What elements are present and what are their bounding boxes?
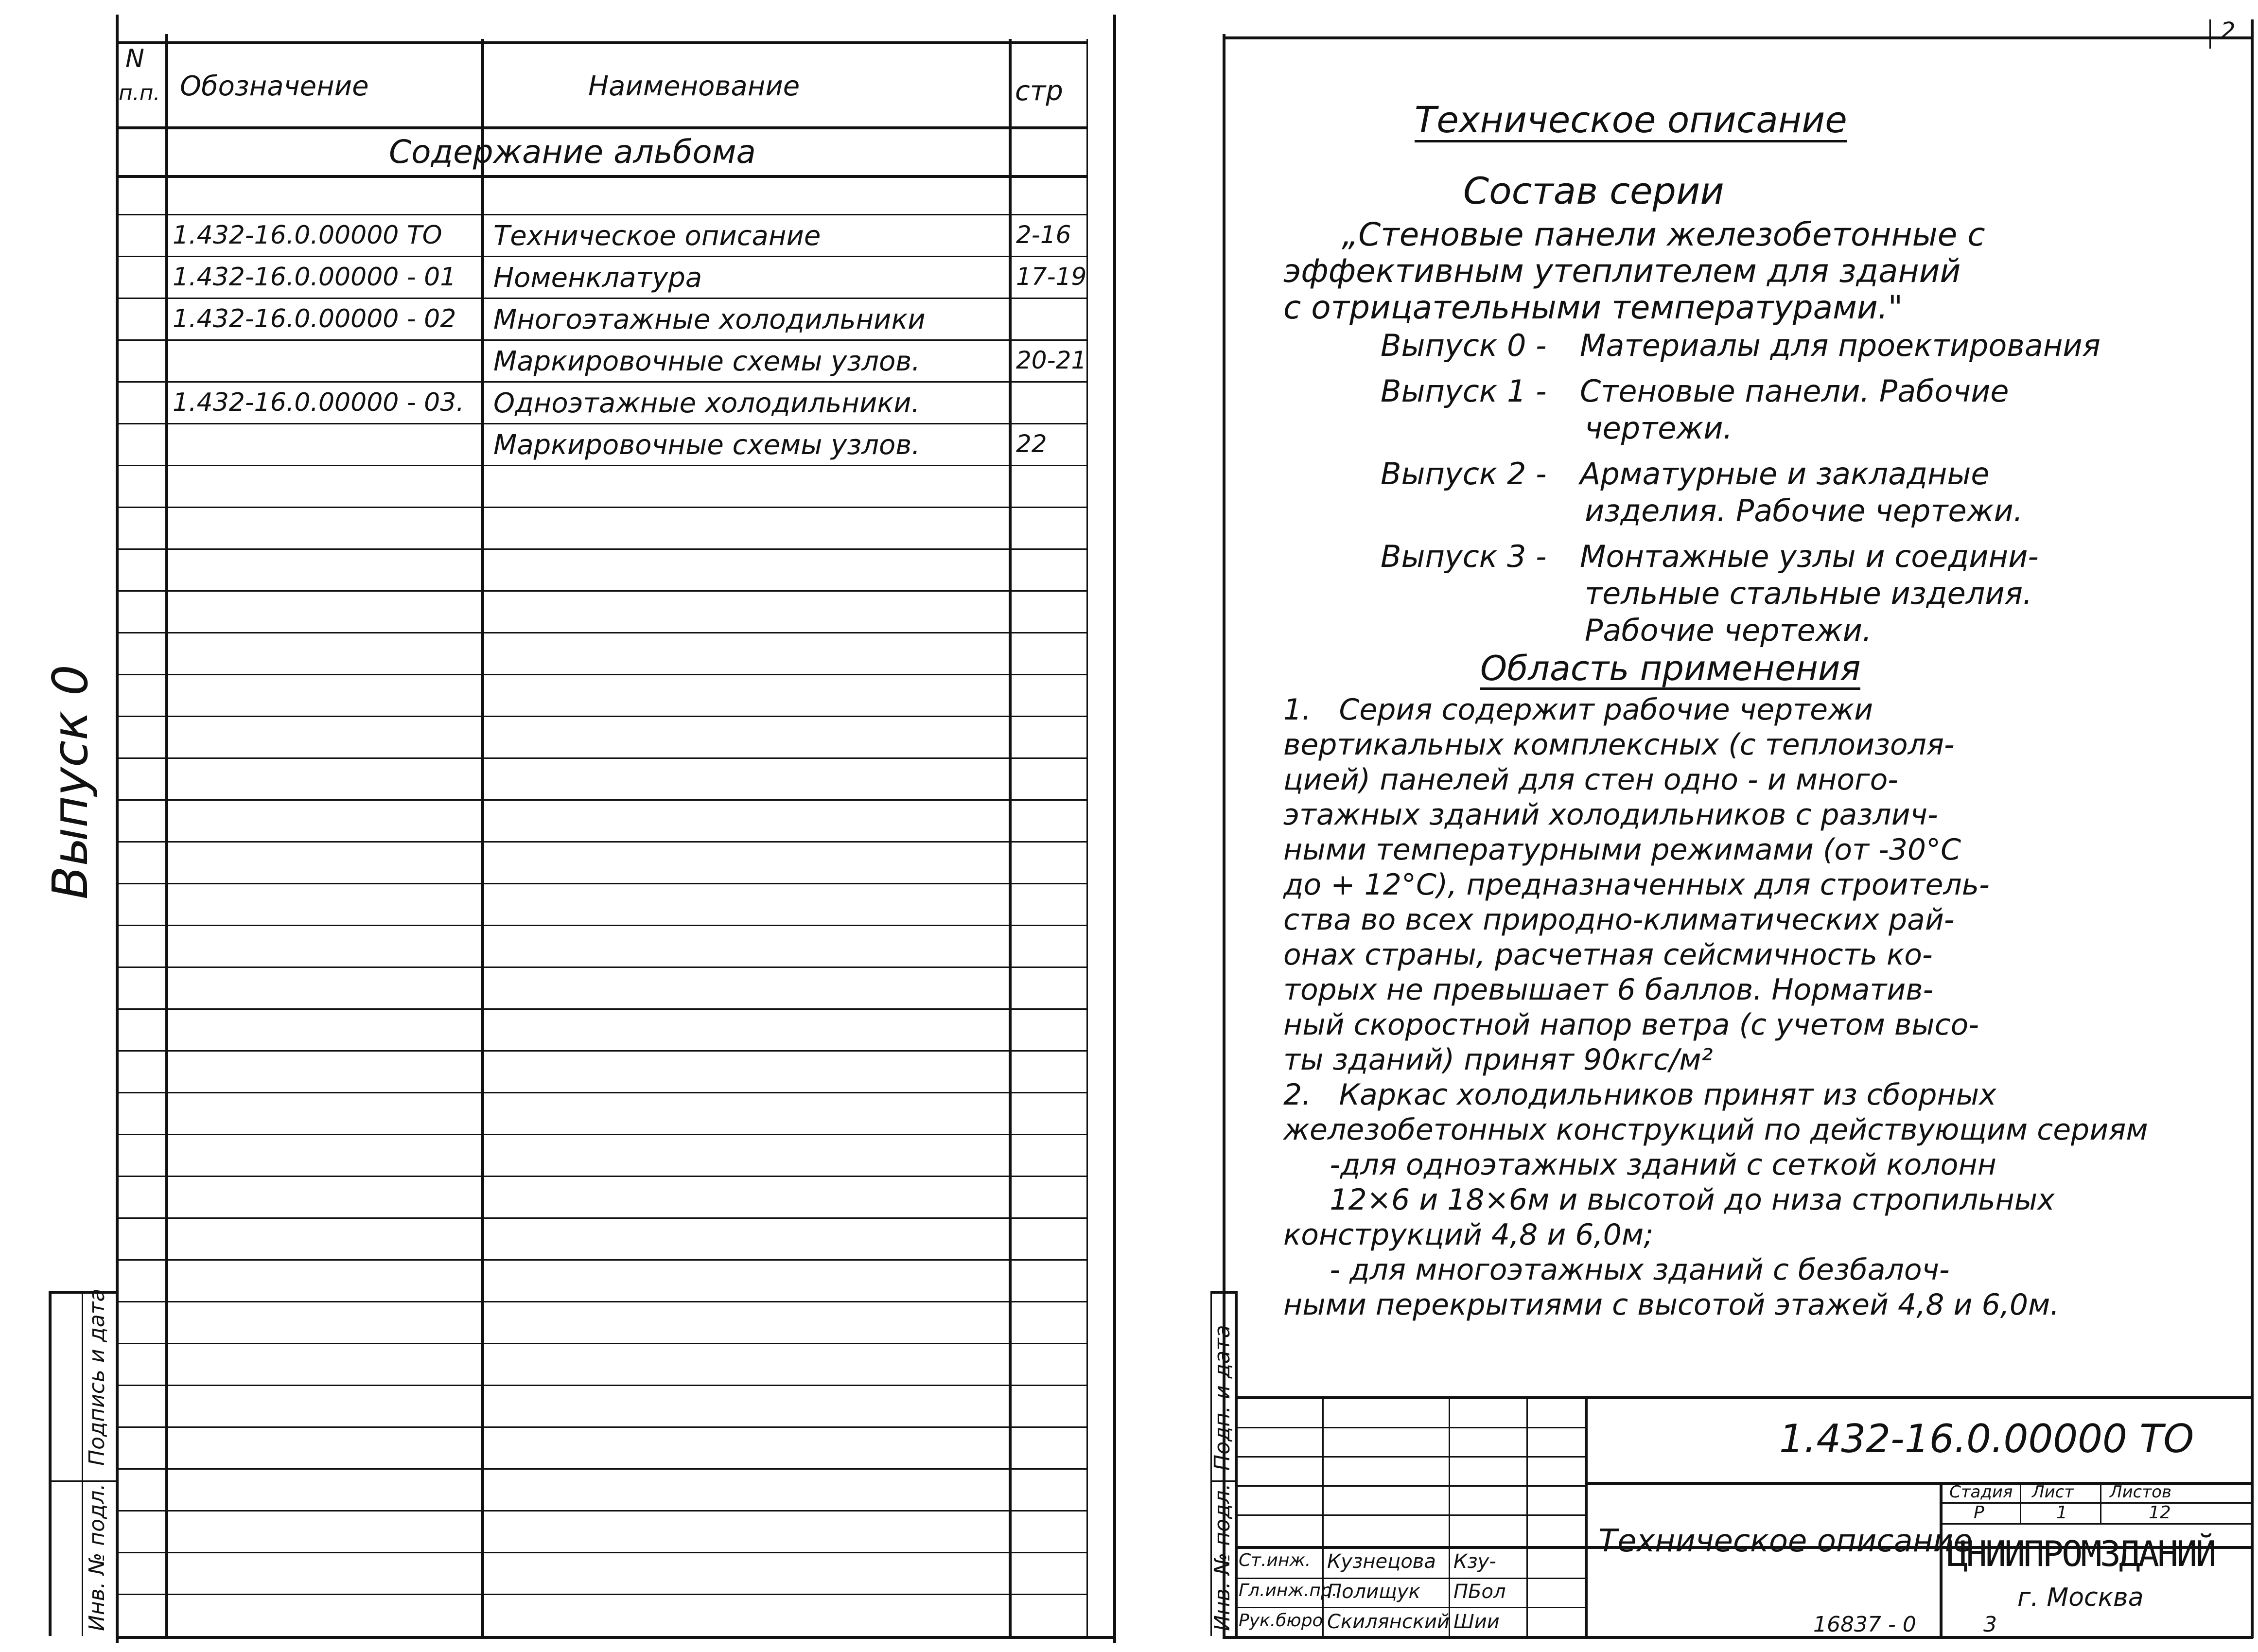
doc-title: Техническое описание <box>1415 102 1847 142</box>
col-page-line <box>1009 39 1012 1636</box>
table-row-line <box>116 1385 1088 1386</box>
row-designation: 1.432-16.0.00000 - 03. <box>173 388 464 417</box>
scope-line: до + 12°С), предназначенных для строитель- <box>1283 868 1990 902</box>
issue-text: Рабочие чертежи. <box>1585 613 1872 648</box>
header-bottom-line <box>116 126 1088 129</box>
row-page: 22 <box>1016 430 1047 458</box>
header-page: стр <box>1015 75 1063 107</box>
issue-text: Стеновые панели. Рабочие <box>1580 373 2009 409</box>
table-row-line <box>116 1008 1088 1010</box>
scope-line: железобетонных конструкций по действующим сериям <box>1283 1113 2148 1147</box>
series-line: эффективным утеплителем для зданий <box>1283 252 1961 290</box>
scope-line: ными температурными режимами (от -30°С <box>1283 833 1961 867</box>
row-designation: 1.432-16.0.00000 ТО <box>173 221 442 250</box>
tb-label-div <box>1210 1480 1237 1482</box>
table-row-line <box>116 590 1088 592</box>
scope-line: ства во всех природно-климатических рай- <box>1283 903 1955 937</box>
col-name-line <box>481 39 484 1636</box>
footer-number: 16837 - 0 <box>1813 1612 1916 1637</box>
stamp-outer-left <box>49 1291 52 1636</box>
tb-label-sign: Подп. и дата <box>1210 1325 1235 1471</box>
tb-name: Кузнецова <box>1327 1550 1436 1573</box>
tb-role: Ст.инж. <box>1239 1550 1311 1570</box>
table-row-line <box>116 256 1088 257</box>
header-designation: Обозначение <box>180 70 369 102</box>
table-row-line <box>116 1092 1088 1093</box>
table-row-line <box>116 1050 1088 1052</box>
header-num-a: N <box>125 44 144 73</box>
col-end-line <box>1086 39 1088 1636</box>
scope-line: ный скоростной напор ветра (с учетом высо- <box>1283 1008 1979 1042</box>
stamp-div-line <box>49 1480 117 1482</box>
tb-v-sign <box>1526 1396 1528 1636</box>
tb-stage: Р <box>1974 1503 1984 1523</box>
scope-line: 2. Каркас холодильников принят из сборных <box>1283 1078 1996 1112</box>
side-label: Выпуск 0 <box>42 665 99 899</box>
scope-line: - для многоэтажных зданий с безбалоч- <box>1283 1253 1950 1287</box>
table-row-line <box>116 1343 1088 1344</box>
scope-line: онах страны, расчетная сейсмичность ко- <box>1283 938 1933 972</box>
tb-name: Полищук <box>1327 1581 1420 1603</box>
stamp-label-inv: Инв. № подл. <box>85 1483 109 1631</box>
tb-sign: ПБол <box>1453 1581 1506 1603</box>
table-row-line <box>116 632 1088 633</box>
row-page: 2-16 <box>1016 221 1071 249</box>
table-row-line <box>116 339 1088 341</box>
tb-h6 <box>1235 1578 1585 1579</box>
header-num-b: п.п. <box>119 81 160 105</box>
footer-page: 3 <box>1983 1612 1997 1637</box>
right-frame-right <box>2251 19 2254 1638</box>
tb-org: ЦНИИПРОМЗДАНИЙ <box>1947 1533 2215 1574</box>
tb-h4 <box>1235 1514 1585 1516</box>
tb-sheets: 12 <box>2149 1503 2171 1523</box>
issue-label: Выпуск 3 - <box>1381 539 1547 574</box>
scope-line: ты зданий) принят 90кгс/м² <box>1283 1043 1713 1077</box>
row-name: Одноэтажные холодильники. <box>493 387 920 419</box>
issue-text: Монтажные узлы и соедини- <box>1580 539 2039 574</box>
issue-label: Выпуск 0 - <box>1381 328 1547 363</box>
sheet-number: 2 <box>2221 18 2236 45</box>
tb-doc-title: Техническое описание <box>1598 1523 1973 1559</box>
issue-text: изделия. Рабочие чертежи. <box>1585 493 2023 528</box>
tb-label-inv: Инв. № подл. <box>1210 1483 1235 1631</box>
tb-v1 <box>1585 1396 1588 1636</box>
tb-h1 <box>1235 1427 1585 1428</box>
table-row-line <box>116 674 1088 675</box>
scope-line: цией) панелей для стен одно - и много- <box>1283 763 1898 797</box>
tb-top <box>1235 1396 2251 1399</box>
table-row-line <box>116 1468 1088 1470</box>
row-designation: 1.432-16.0.00000 - 01 <box>173 263 456 292</box>
tb-name: Скилянский <box>1327 1611 1450 1633</box>
table-row-line <box>116 1217 1088 1219</box>
tb-outer-left <box>1235 1291 1238 1636</box>
sheet-box-line <box>2209 19 2211 49</box>
row-page: 17-19 <box>1016 263 1087 291</box>
table-row-line <box>116 1176 1088 1177</box>
right-frame-bottom <box>1223 1636 2253 1639</box>
series-heading: Состав серии <box>1463 169 1724 212</box>
table-row-line <box>116 1134 1088 1135</box>
issue-text: Арматурные и закладные <box>1580 456 1990 492</box>
section-title: Содержание альбома <box>389 133 756 171</box>
header-top-line <box>116 41 1088 44</box>
col-num-line <box>165 34 168 1636</box>
tb-code: 1.432-16.0.00000 ТО <box>1779 1416 2194 1461</box>
scope-line: 12×6 и 18×6м и высотой до низа стропильных <box>1283 1183 2055 1217</box>
row-name: Многоэтажные холодильники <box>493 304 926 335</box>
table-row-line <box>116 799 1088 801</box>
table-row-line <box>116 1426 1088 1428</box>
scope-line: вертикальных комплексных (с теплоизоля- <box>1283 728 1955 762</box>
left-frame-right <box>1113 15 1116 1643</box>
table-row-line <box>116 883 1088 884</box>
scope-line: -для одноэтажных зданий с сеткой колонн <box>1283 1148 1996 1182</box>
left-frame-edge <box>116 15 119 1643</box>
table-row-line <box>116 381 1088 383</box>
table-row-line <box>116 507 1088 508</box>
issue-label: Выпуск 1 - <box>1381 373 1547 409</box>
tb-h2 <box>1235 1456 1585 1458</box>
tb-role: Гл.инж.пр. <box>1239 1581 1338 1600</box>
tb-sign: Кзу- <box>1453 1550 1496 1573</box>
row-name: Маркировочные схемы узлов. <box>493 346 921 377</box>
series-line: „Стеновые панели железобетонные с <box>1342 216 1985 253</box>
scope-line: торых не превышает 6 баллов. Норматив- <box>1283 973 1934 1007</box>
tb-sheet: 1 <box>2056 1503 2067 1523</box>
table-row-line <box>116 1510 1088 1511</box>
table-row-line <box>116 214 1088 215</box>
tb-h3 <box>1235 1485 1585 1487</box>
tb-h7 <box>1235 1607 1585 1608</box>
stamp-mid-line <box>82 1291 83 1636</box>
header-name: Наименование <box>588 70 800 102</box>
tb-sheet-label: Лист <box>2032 1482 2074 1502</box>
series-line: с отрицательными температурами." <box>1283 289 1903 326</box>
table-row-line <box>116 548 1088 550</box>
issue-text: Материалы для проектирования <box>1580 328 2100 363</box>
table-row-line <box>116 1259 1088 1261</box>
table-row-line <box>116 1552 1088 1553</box>
tb-sheets-label: Листов <box>2110 1482 2172 1502</box>
tb-label-top <box>1210 1291 1237 1294</box>
tb-role: Рук.бюро <box>1239 1611 1323 1631</box>
table-row-line <box>116 465 1088 466</box>
table-row-line <box>116 841 1088 843</box>
section-line <box>116 175 1088 178</box>
table-row-line <box>116 716 1088 717</box>
table-row-line <box>116 757 1088 759</box>
tb-stage-div <box>1940 1502 2251 1504</box>
row-name: Номенклатура <box>493 262 702 294</box>
table-row-line <box>116 1594 1088 1595</box>
row-name: Маркировочные схемы узлов. <box>493 429 921 461</box>
row-page: 20-21 <box>1016 346 1087 374</box>
issue-text: тельные стальные изделия. <box>1585 576 2032 611</box>
right-frame-top <box>1223 36 2253 39</box>
tb-sign: Шии <box>1453 1611 1500 1633</box>
table-row-line <box>116 298 1088 299</box>
scope-line: конструкций 4,8 и 6,0м; <box>1283 1218 1654 1252</box>
issue-label: Выпуск 2 - <box>1381 456 1547 492</box>
table-row-line <box>116 423 1088 424</box>
issue-text: чертежи. <box>1585 410 1733 446</box>
tb-stage-label: Стадия <box>1949 1482 2013 1502</box>
left-frame-bottom <box>116 1636 1113 1639</box>
stamp-label-sign: Подпись и дата <box>85 1288 109 1466</box>
scope-heading: Область применения <box>1480 651 1860 690</box>
scope-line: ными перекрытиями с высотой этажей 4,8 и 6,0м. <box>1283 1288 2060 1322</box>
tb-stage-bottom <box>1940 1523 2251 1525</box>
table-row-line <box>116 967 1088 968</box>
table-row-line <box>116 1301 1088 1302</box>
row-designation: 1.432-16.0.00000 - 02 <box>173 304 456 334</box>
scope-line: этажных зданий холодильников с различ- <box>1283 798 1938 832</box>
row-name: Техническое описание <box>493 220 821 252</box>
tb-v-name <box>1449 1396 1450 1636</box>
scope-line: 1. Серия содержит рабочие чертежи <box>1283 693 1873 727</box>
table-row-line <box>116 925 1088 926</box>
tb-city: г. Москва <box>2017 1583 2144 1612</box>
